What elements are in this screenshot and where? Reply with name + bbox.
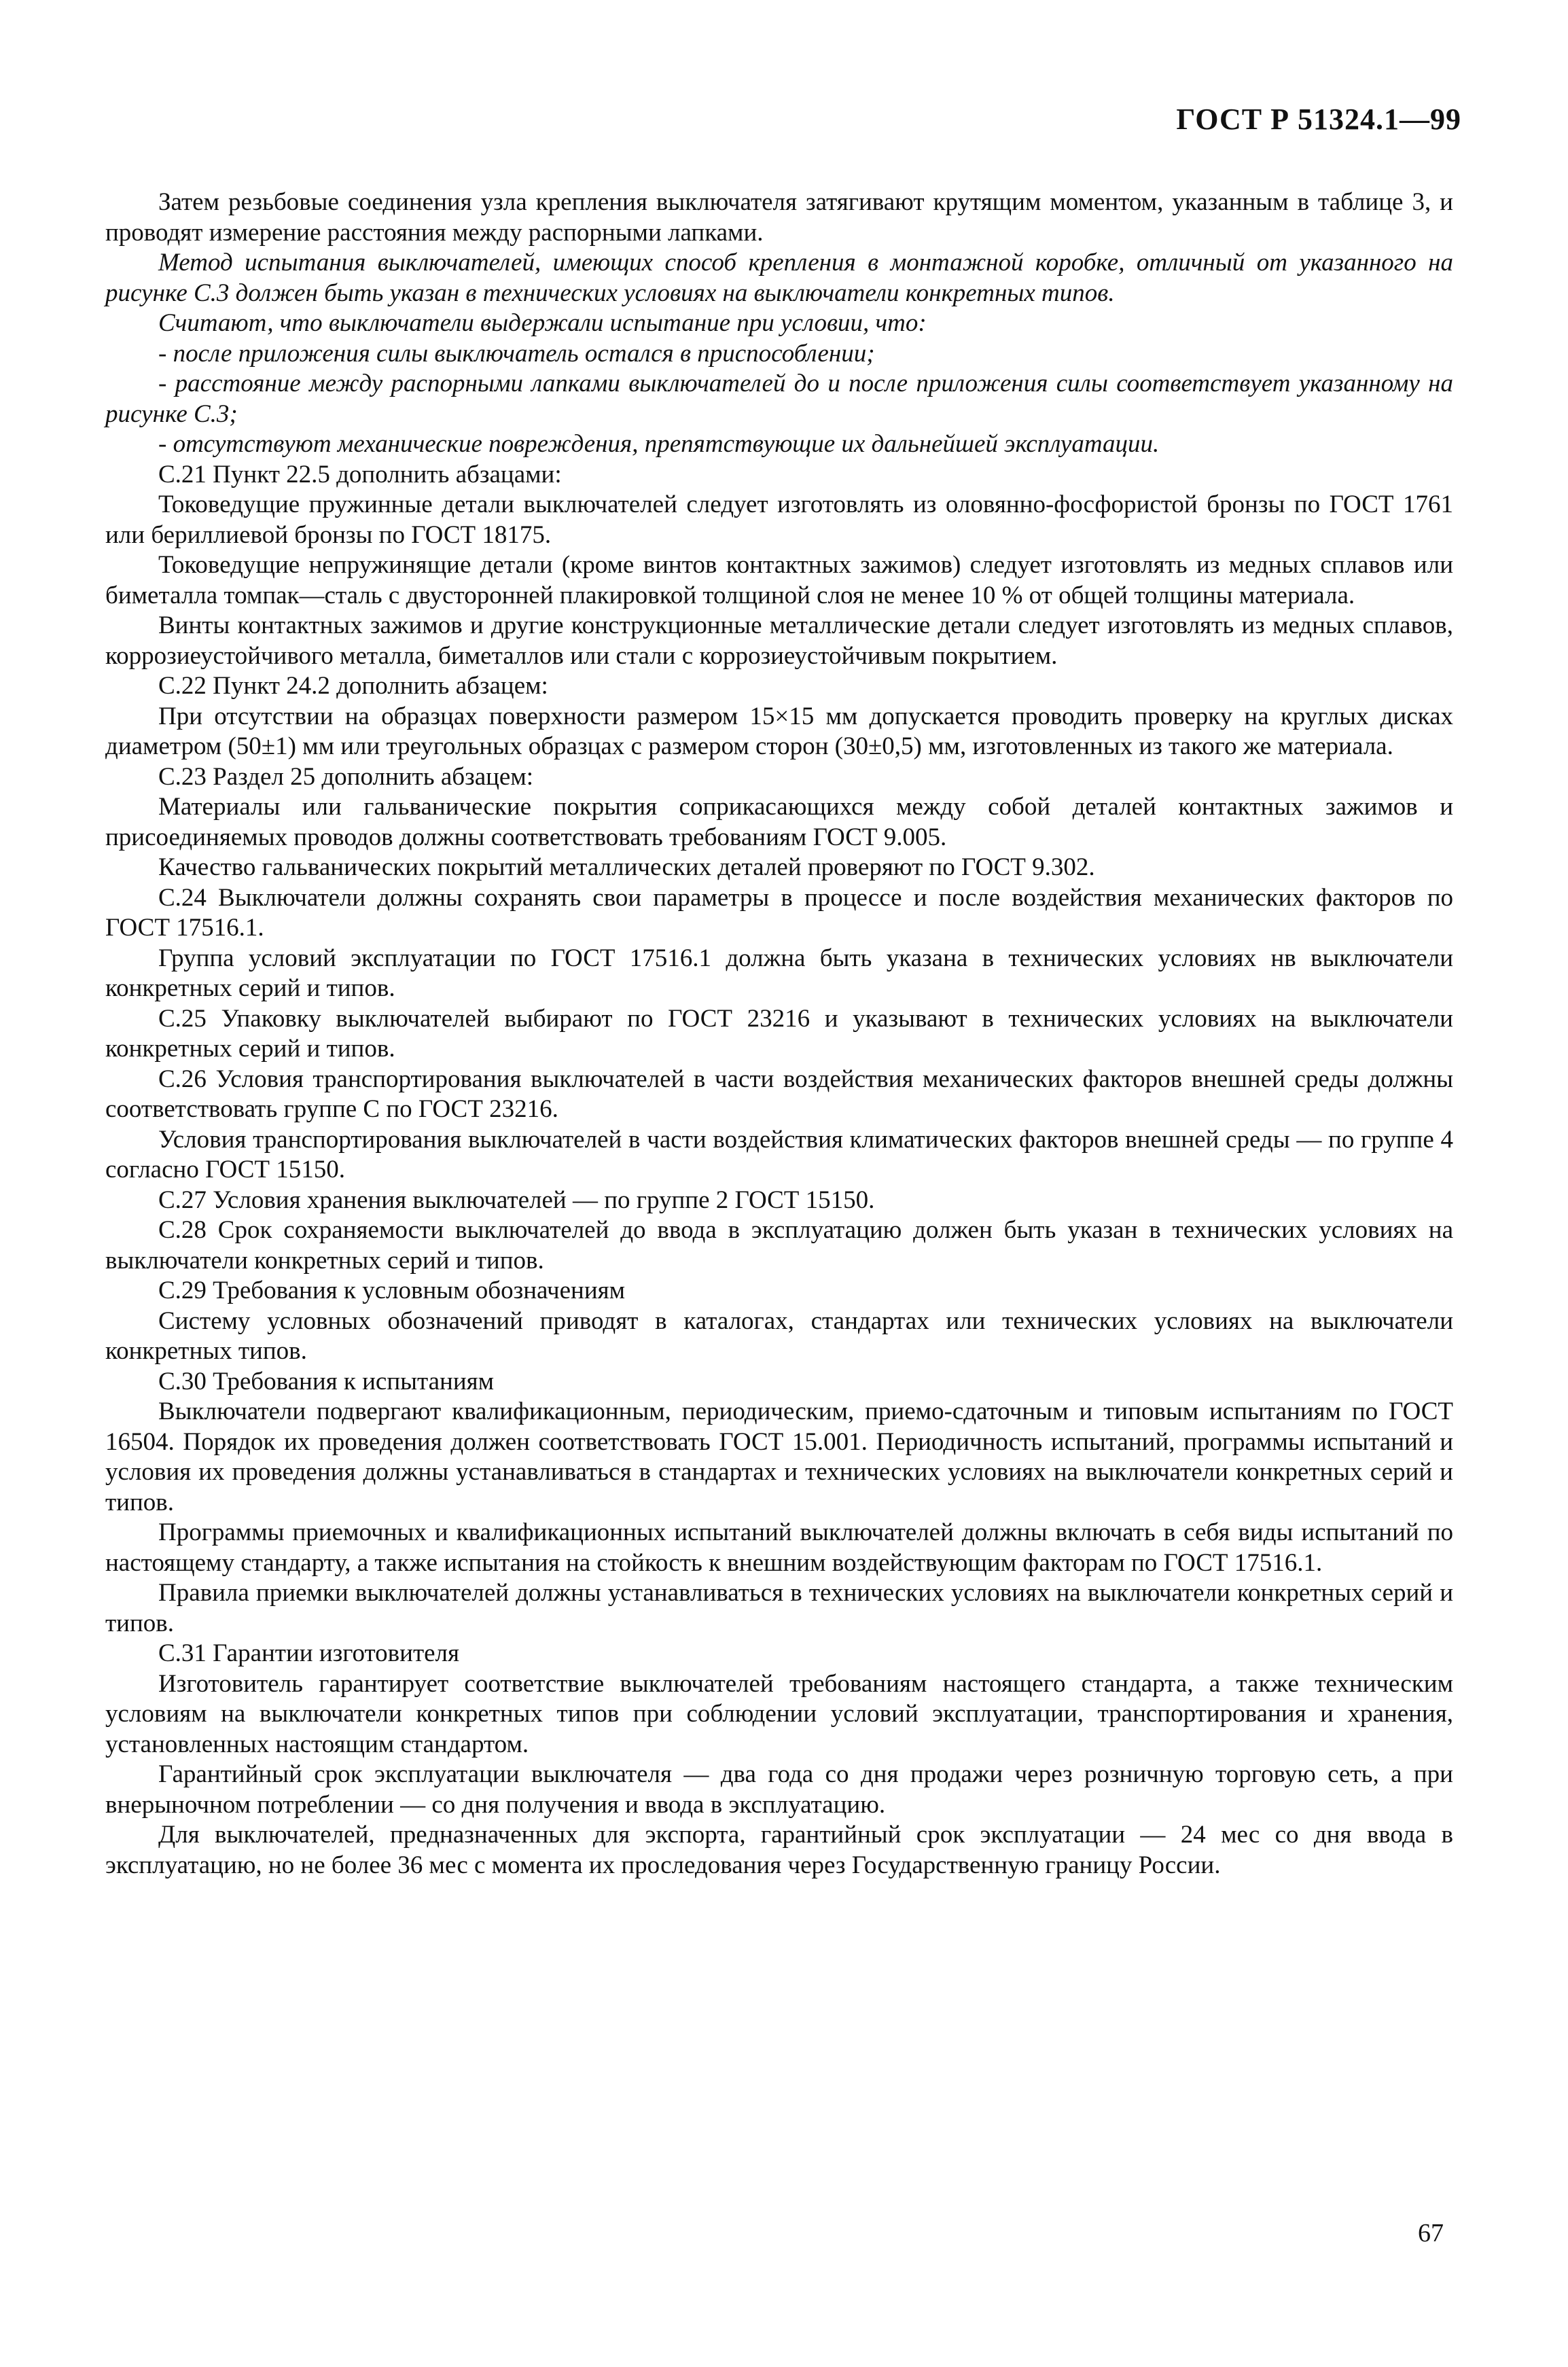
paragraph: - после приложения силы выключатель остался в приспособлении; bbox=[158, 339, 875, 368]
paragraph: Считают, что выключатели выдержали испытание при условии, что: bbox=[158, 309, 927, 337]
paragraph: Выключатели подвергают квалификационным, периодическим, приемо-сдаточным и типовым испытаниям по ГОСТ 16504. Порядок их проведения должен соответствовать ГОСТ 15.001. Периодичность испытаний, программы испытаний и условия их проведения должны устанавливаться в стандартах и технических условиях на выключатели конкретных серий и типов. bbox=[105, 1398, 1453, 1516]
paragraph: - отсутствуют механические повреждения, препятствующие их дальнейшей эксплуатации. bbox=[158, 430, 1160, 458]
document-body bbox=[105, 188, 1453, 1881]
paragraph: Качество гальванических покрытий металлических деталей проверяют по ГОСТ 9.302. bbox=[158, 853, 1095, 881]
paragraph: Для выключателей, предназначенных для экспорта, гарантийный срок эксплуатации — 24 мес со дня ввода в эксплуатацию, но не более 36 мес с момента их проследования через Государственную границу России. bbox=[105, 1821, 1453, 1879]
paragraph: Метод испытания выключателей, имеющих способ крепления в монтажной коробке, отличный от указанного на рисунке С.3 должен быть указан в технических условиях на выключатели конкретных типов. bbox=[105, 249, 1453, 307]
paragraph: С.29 Требования к условным обозначениям bbox=[158, 1277, 626, 1304]
paragraph: Правила приемки выключателей должны устанавливаться в технических условиях на выключатели конкретных серий и типов. bbox=[105, 1579, 1453, 1637]
paragraph: Систему условных обозначений приводят в каталогах, стандартах или технических условиях на выключатели конкретных типов. bbox=[105, 1306, 1453, 1365]
paragraph: Винты контактных зажимов и другие конструкционные металлические детали следует изготовлять из медных сплавов, коррозиеустойчивого металла, биметаллов или стали с коррозиеустойчивым покрытием. bbox=[105, 611, 1453, 670]
paragraph: Программы приемочных и квалификационных испытаний выключателей должны включать в себя виды испытаний по настоящему стандарту, а также испытания на стойкость к внешним воздействующим факторам по ГОСТ 17516.1. bbox=[105, 1518, 1453, 1577]
paragraph: С.27 Условия хранения выключателей — по группе 2 ГОСТ 15150. bbox=[158, 1186, 875, 1214]
paragraph: Условия транспортирования выключателей в части воздействия климатических факторов внешней среды — по группе 4 согласно ГОСТ 15150. bbox=[105, 1125, 1453, 1184]
paragraph: Затем резьбовые соединения узла крепления выключателя затягивают крутящим моментом, указанным в таблице 3, и проводят измерение расстояния между распорными лапками. bbox=[105, 188, 1453, 247]
paragraph: Гарантийный срок эксплуатации выключателя — два года со дня продажи через розничную торговую сеть, а при внерыночном потреблении — со дня получения и ввода в эксплуатацию. bbox=[105, 1760, 1453, 1819]
paragraph: Материалы или гальванические покрытия соприкасающихся между собой деталей контактных зажимов и присоединяемых проводов должны соответствовать требованиям ГОСТ 9.005. bbox=[105, 793, 1453, 851]
paragraph: С.21 Пункт 22.5 дополнить абзацами: bbox=[158, 460, 562, 488]
paragraph: С.22 Пункт 24.2 дополнить абзацем: bbox=[158, 672, 548, 700]
page-number: 67 bbox=[1418, 2219, 1444, 2247]
paragraph: Токоведущие непружинящие детали (кроме винтов контактных зажимов) следует изготовлять из медных сплавов или биметалла томпак—сталь с двусторонней плакировкой толщиной слоя не менее 10 % от общей толщины материала. bbox=[105, 551, 1453, 609]
paragraph: Токоведущие пружинные детали выключателей следует изготовлять из оловянно-фосфористой бронзы по ГОСТ 1761 или бериллиевой бронзы по ГОСТ 18175. bbox=[105, 491, 1453, 549]
paragraph: С.23 Раздел 25 дополнить абзацем: bbox=[158, 762, 534, 791]
paragraph: - расстояние между распорными лапками выключателей до и после приложения силы соответствует указанному на рисунке С.3; bbox=[105, 370, 1453, 428]
document-header: ГОСТ Р 51324.1—99 bbox=[1176, 103, 1461, 136]
paragraph: С.24 Выключатели должны сохранять свои параметры в процессе и после воздействия механических факторов по ГОСТ 17516.1. bbox=[105, 883, 1453, 942]
paragraph: Группа условий эксплуатации по ГОСТ 17516.1 должна быть указана в технических условиях нв выключатели конкретных серий и типов. bbox=[105, 944, 1453, 1002]
paragraph: С.30 Требования к испытаниям bbox=[158, 1367, 495, 1395]
paragraph: Изготовитель гарантирует соответствие выключателей требованиям настоящего стандарта, а также техническим условиям на выключатели конкретных типов при соблюдении условий эксплуатации, транспортирования и хранения, установленных настоящим стандартом. bbox=[105, 1669, 1453, 1758]
paragraph: С.28 Срок сохраняемости выключателей до ввода в эксплуатацию должен быть указан в технических условиях на выключатели конкретных серий и типов. bbox=[105, 1216, 1453, 1275]
paragraph: При отсутствии на образцах поверхности размером 15×15 мм допускается проводить проверку на круглых дисках диаметром (50±1) мм или треугольных образцах с размером сторон (30±0,5) мм, изготовленных из такого же материала. bbox=[105, 702, 1453, 760]
paragraph: С.25 Упаковку выключателей выбирают по ГОСТ 23216 и указывают в технических условиях на выключатели конкретных серий и типов. bbox=[105, 1004, 1453, 1063]
paragraph: С.31 Гарантии изготовителя bbox=[158, 1639, 460, 1667]
paragraph: С.26 Условия транспортирования выключателей в части воздействия механических факторов внешней среды должны соответствовать группе С по ГОСТ 23216. bbox=[105, 1065, 1453, 1123]
